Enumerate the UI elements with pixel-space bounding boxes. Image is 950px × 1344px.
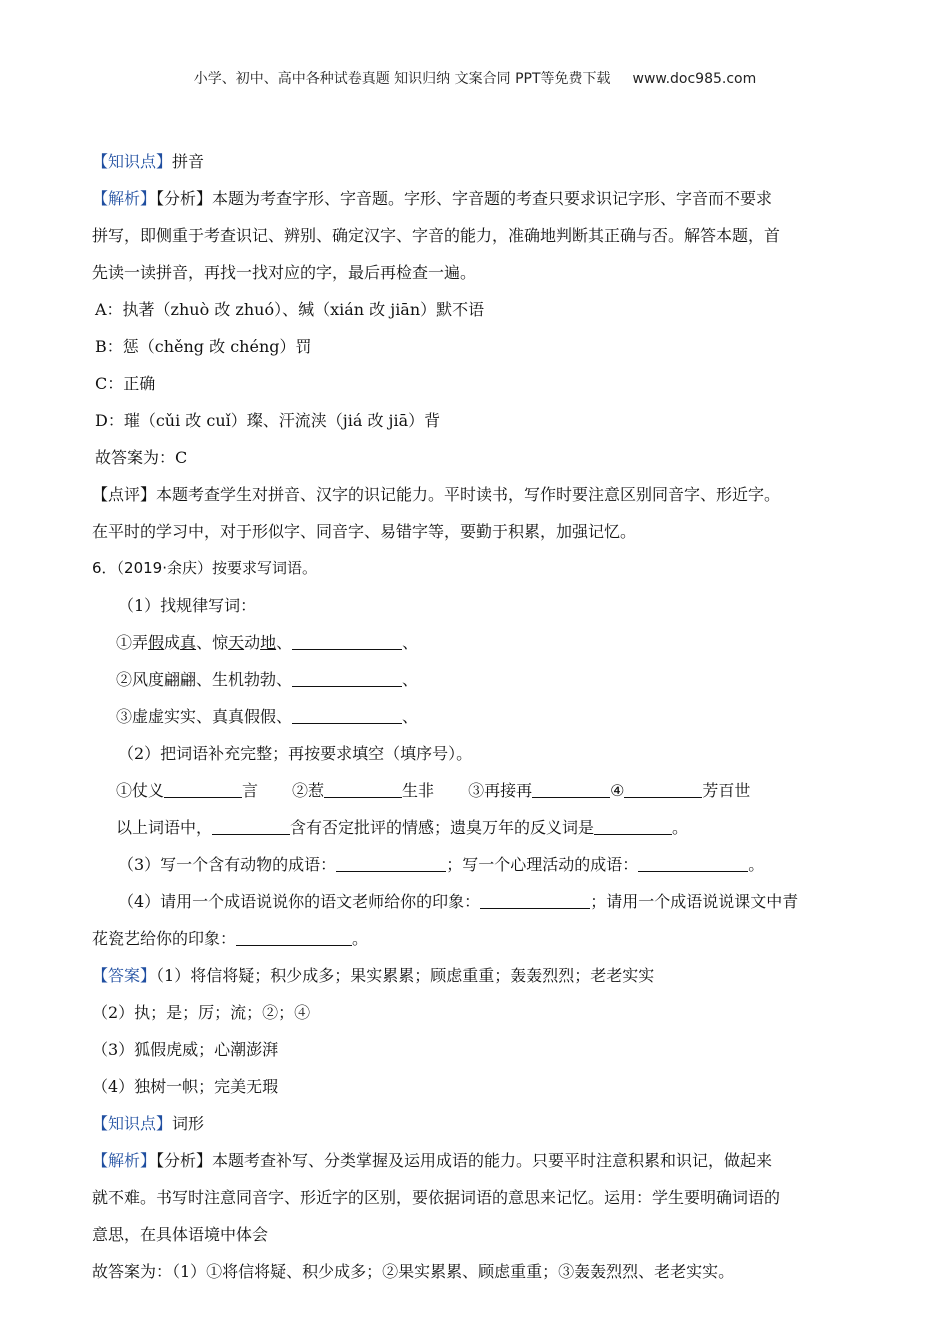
q6-row-1 (92, 624, 860, 661)
answer-blank[interactable] (292, 670, 402, 687)
header-text: 小学、初中、高中各种试卷真题 知识归纳 文案合同 PPT等免费下载 (193, 71, 611, 87)
answer-blank[interactable] (480, 892, 590, 909)
q6-row-3-text: 、 (402, 707, 419, 726)
page-header (0, 68, 950, 88)
q6-part-2: （2）把词语补充完整；再按要求填空（填序号）。 (118, 744, 473, 763)
q6-answer-text-1: （1）将信将疑；积少成多；果实累累；顾虑重重；轰轰烈烈；老老实实 (156, 966, 655, 985)
q6-part-4-text: （4）请用一个成语说说你的语文老师给你的印象： (118, 892, 481, 911)
q6-answer-line-1 (92, 957, 860, 994)
q5-knowledge-text: 拼音 (172, 152, 205, 171)
answer-blank[interactable] (212, 818, 290, 835)
q6-fill-text: ②惹 (292, 781, 325, 800)
q5-comment-line-2: 在平时的学习中，对于形似字、同音字、易错字等，要勤于积累，加强记忆。 (92, 522, 637, 541)
q6-summary-text: 含有否定批评的情感；遗臭万年的反义词是 (290, 818, 595, 837)
q6-knowledge-text: 词形 (172, 1114, 205, 1133)
q6-row-1-underlined: 天 (228, 633, 245, 652)
q5-option-a: A：执著（zhuò 改 zhuó）、缄（xián 改 jiān）默不语 (95, 300, 485, 319)
q6-row-1-text: 、惊 (196, 633, 229, 652)
q6-part-4-line-1 (92, 883, 860, 920)
q5-option-b: B：惩（chěng 改 chéng）罚 (95, 337, 312, 356)
q6-fill-text: 芳百世 (702, 781, 751, 800)
q6-fill-row (92, 772, 860, 809)
q6-row-3-text: ③虚虚实实、真真假假、 (116, 707, 293, 726)
q6-answer-line-2: （2）执；是；厉；流；②；④ (92, 1003, 311, 1022)
q5-analysis-text-1: 【分析】本题为考查字形、字音题。字形、字音题的考查只要求识记字形、字音而不要求 (156, 189, 773, 208)
q6-answer-line-4: （4）独树一帜；完美无瑕 (92, 1077, 279, 1096)
q6-knowledge-line (92, 1105, 860, 1142)
q5-analysis-line-1 (92, 180, 860, 217)
q6-part-4-text: ；请用一个成语说说课文中青 (590, 892, 799, 911)
q5-final-answer: 故答案为：C (95, 448, 188, 467)
q6-fill-text: ③再接再 (468, 781, 533, 800)
q6-row-2-text: ②风度翩翩、生机勃勃、 (116, 670, 293, 689)
q6-row-1-text: 、 (402, 633, 419, 652)
q6-title: 6．（2019·余庆）按要求写词语。 (92, 559, 317, 577)
q6-row-2 (92, 661, 860, 698)
header-site: www.doc985.com (632, 71, 757, 87)
analysis-tag: 【解析】 (92, 1151, 157, 1170)
answer-tag: 【答案】 (92, 966, 157, 985)
answer-blank[interactable] (638, 855, 748, 872)
q6-analysis-text-1: 【分析】本题考查补写、分类掌握及运用成语的能力。只要平时注意积累和识记，做起来 (156, 1151, 773, 1170)
answer-blank[interactable] (292, 707, 402, 724)
q6-final-answer: 故答案为：（1）①将信将疑、积少成多；②果实累累、顾虑重重；③轰轰烈烈、老老实实。 (92, 1262, 735, 1281)
q6-row-1-text: 动 (244, 633, 261, 652)
q6-part-4-line-2 (92, 920, 860, 957)
q5-option-c: C：正确 (95, 374, 156, 393)
q6-fill-text: 生非 (402, 781, 435, 800)
q6-row-1-text: ①弄 (116, 633, 149, 652)
comment-tag: 【点评】 (92, 485, 157, 504)
answer-blank[interactable] (594, 818, 672, 835)
answer-blank[interactable] (292, 633, 402, 650)
q6-answer-line-3: （3）狐假虎威；心潮澎湃 (92, 1040, 279, 1059)
q6-row-1-text: 成 (164, 633, 181, 652)
q6-row-1-underlined: 假 (148, 633, 165, 652)
q6-analysis-line-3: 意思，在具体语境中体会 (92, 1225, 269, 1244)
analysis-tag: 【解析】 (92, 189, 157, 208)
knowledge-tag: 【知识点】 (92, 152, 173, 171)
q6-row-2-text: 、 (402, 670, 419, 689)
q6-part-3-text: ；写一个心理活动的成语： (446, 855, 639, 874)
answer-blank[interactable] (324, 781, 402, 798)
q6-part-3 (92, 846, 860, 883)
q6-fill-text: ①仗义 (116, 781, 165, 800)
q5-comment-line-1 (92, 476, 860, 513)
answer-blank[interactable] (164, 781, 242, 798)
q6-part-4-text: 。 (352, 929, 369, 948)
answer-blank[interactable] (532, 781, 610, 798)
document-body (92, 143, 860, 1290)
q6-row-1-text: 、 (276, 633, 293, 652)
q5-option-d: D：璀（cǔi 改 cuǐ）璨、汗流浃（jiá 改 jiā）背 (95, 411, 441, 430)
q6-fill-text: ④ (610, 781, 625, 800)
q6-summary-row (92, 809, 860, 846)
answer-blank[interactable] (336, 855, 446, 872)
q6-analysis-line-2: 就不难。书写时注意同音字、形近字的区别，要依据词语的意思来记忆。运用：学生要明确词语的 (92, 1188, 781, 1207)
q5-knowledge-line (92, 143, 860, 180)
q6-row-1-underlined: 真 (180, 633, 197, 652)
q6-summary-text: 以上词语中， (116, 818, 213, 837)
q6-analysis-line-1 (92, 1142, 860, 1179)
q6-part-4-text: 花瓷艺给你的印象： (92, 929, 237, 948)
answer-blank[interactable] (624, 781, 702, 798)
q6-summary-text: 。 (672, 818, 689, 837)
q5-analysis-line-2: 拼写，即侧重于考查识记、辨别、确定汉字、字音的能力，准确地判断其正确与否。解答本题，首 (92, 226, 781, 245)
q6-part-1: （1）找规律写词： (118, 596, 257, 615)
q6-part-3-text: 。 (748, 855, 765, 874)
knowledge-tag: 【知识点】 (92, 1114, 173, 1133)
q5-comment-text-1: 本题考查学生对拼音、汉字的识记能力。平时读书，写作时要注意区别同音字、形近字。 (156, 485, 781, 504)
answer-blank[interactable] (236, 929, 352, 946)
q6-part-3-text: （3）写一个含有动物的成语： (118, 855, 337, 874)
q5-analysis-line-3: 先读一读拼音，再找一找对应的字，最后再检查一遍。 (92, 263, 477, 282)
q6-row-3 (92, 698, 860, 735)
q6-row-1-underlined: 地 (260, 633, 277, 652)
q6-fill-text: 言 (242, 781, 259, 800)
